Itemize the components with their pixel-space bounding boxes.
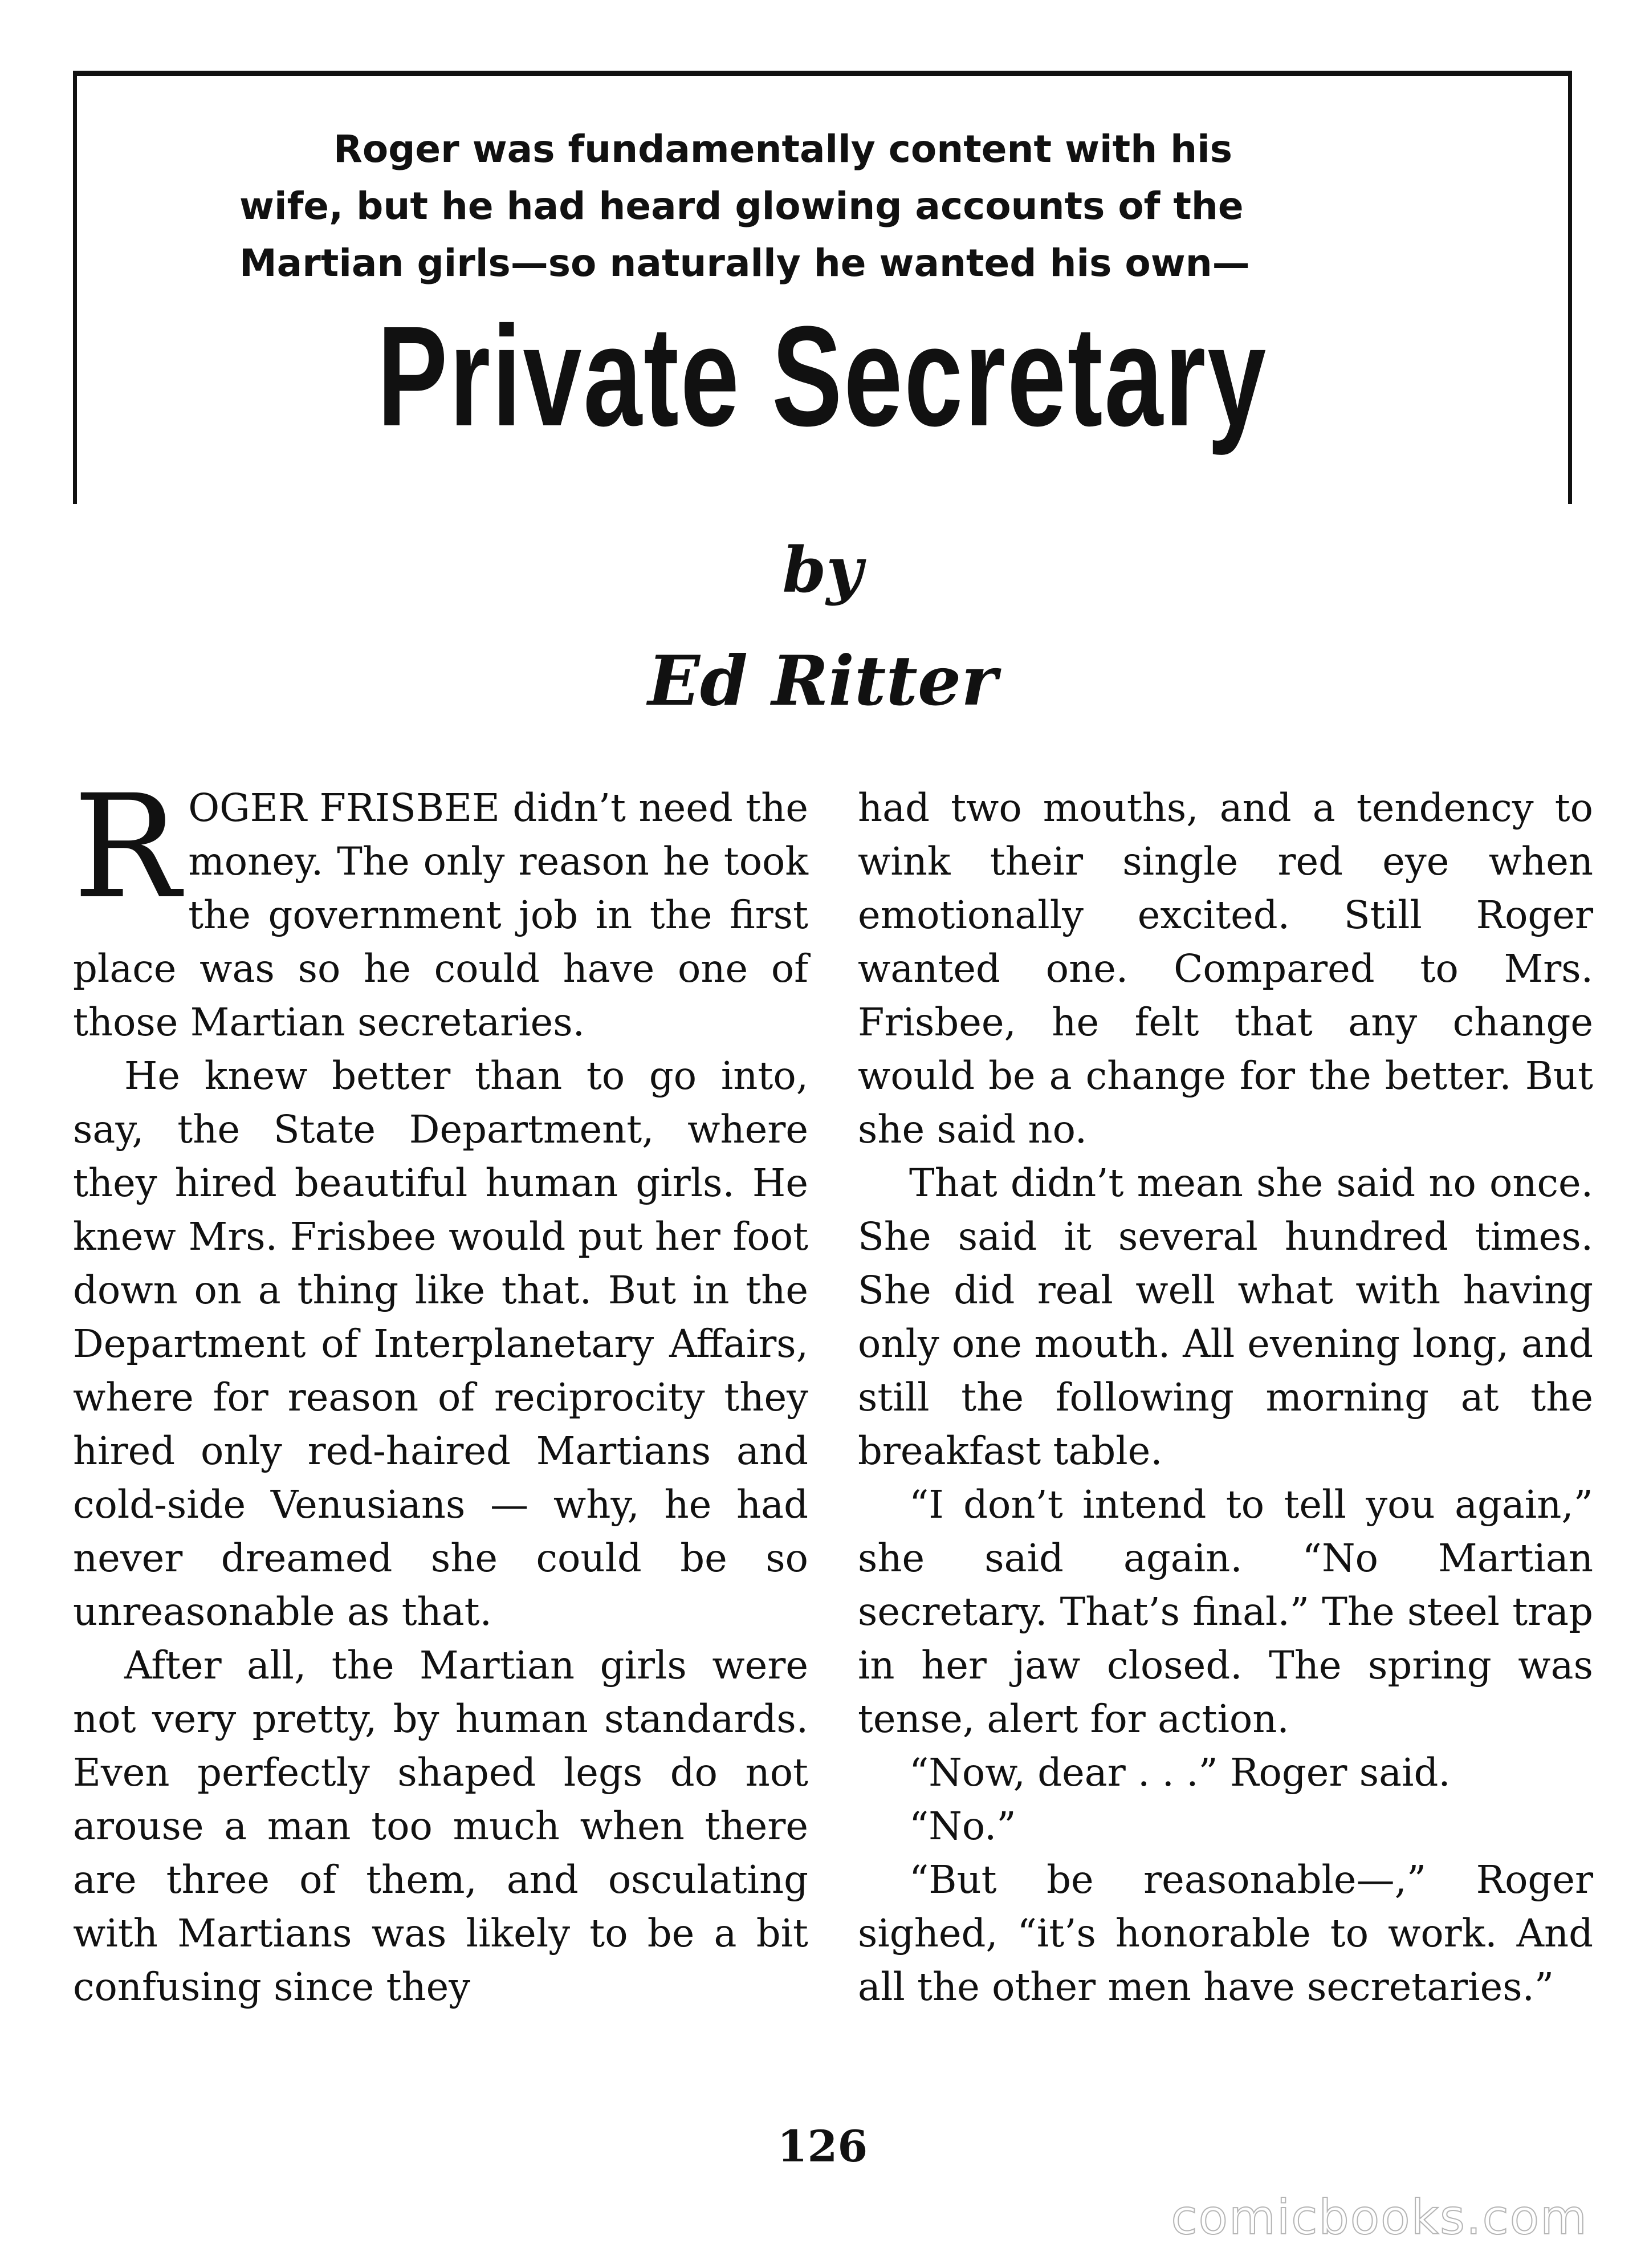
paragraph: That didn’t mean she said no once. She said it several hundred times. She did real well what with having only one mouth. All evening long, and still the following morning at the breakfast table.: [858, 1161, 1593, 1473]
teaser-blurb: [239, 121, 1414, 292]
paragraph: “I don’t intend to tell you again,” she said again. “No Martian secretary. That’s final.” The steel trap in her jaw closed. The spring was tense, alert for action.: [858, 1482, 1593, 1741]
byline: by: [782, 533, 863, 607]
drop-cap: R: [73, 764, 181, 930]
teaser-line: Martian girls—so naturally he wanted his own—: [239, 241, 1250, 285]
story-title: Private Secretary: [377, 296, 1268, 456]
paragraph: After all, the Martian girls were not very pretty, by human standards. Even perfectly shaped legs do not arouse a man too much when there are three of them, and osculating with Martians was likely to be a bit confusing since they: [73, 1643, 808, 2009]
left-column: [73, 764, 808, 2014]
teaser-line: wife, but he had heard glowing accounts of the: [239, 184, 1244, 228]
paragraph: He knew better than to go into, say, the State Department, where they hired beautiful human girls. He knew Mrs. Frisbee would put her foot down on a thing like that. But in the Department of Interplanetary Affairs, where for reason of reciprocity they hired only red-haired Martians and cold-side Venusians — why, he had never dreamed she could be so unreasonable as that.: [73, 1054, 808, 1634]
watermark: comicbooks.com: [1171, 2189, 1588, 2245]
right-column: [858, 781, 1593, 2014]
author-name: Ed Ritter: [648, 641, 997, 721]
paragraph: had two mouths, and a tendency to wink their single red eye when emotionally excited. Still Roger wanted one. Compared to Mrs. Frisbee, he felt that any change would be a change for the better. But she said no.: [858, 786, 1593, 1152]
teaser-line: Roger was fundamentally content with his: [333, 127, 1233, 171]
page-number: 126: [777, 2121, 868, 2172]
paragraph: “But be reasonable—,” Roger sighed, “it’s honorable to work. And all the other men have secretaries.”: [858, 1858, 1593, 2009]
paragraph: “No.”: [909, 1804, 1016, 1848]
paragraph-text: OGER FRISBEE didn’t need the money. The only reason he took the government job in the first place was so he could have one of those Martian secretaries.: [73, 786, 808, 1044]
paragraph: “Now, dear . . .” Roger said.: [909, 1750, 1451, 1795]
paragraph: [73, 764, 808, 1049]
